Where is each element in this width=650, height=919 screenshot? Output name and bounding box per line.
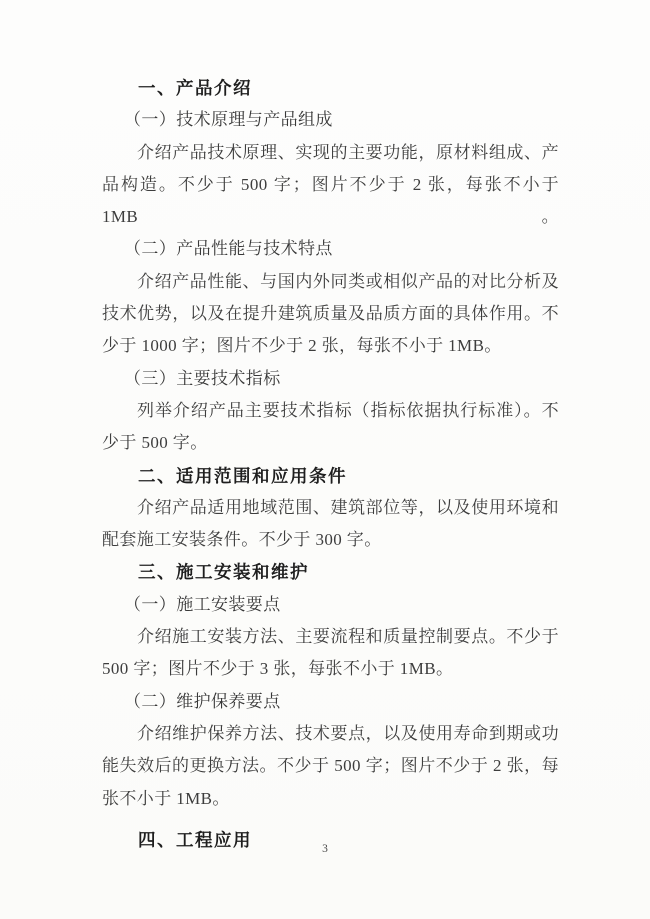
body-line: 配套施工安装条件。不少于 300 字。 — [102, 530, 382, 550]
document-body — [102, 72, 559, 856]
body-line: 500 字；图片不少于 3 张，每张不小于 1MB。 — [102, 659, 454, 679]
body-line: 少于 1000 字；图片不少于 2 张，每张不小于 1MB。 — [102, 336, 502, 356]
subsection-heading-1-1: （一）技术原理与产品组成 — [124, 110, 333, 130]
body-line: 介绍产品适用地域范围、建筑部位等，以及使用环境和 — [137, 497, 559, 517]
body-line: 介绍产品性能、与国内外同类或相似产品的对比分析及 — [137, 271, 559, 291]
section-heading-3: 三、施工安装和维护 — [138, 562, 309, 583]
section-heading-1: 一、产品介绍 — [138, 78, 252, 98]
body-line: 能失效后的更换方法。不少于 500 字；图片不少于 2 张，每 — [102, 756, 559, 776]
subsection-heading-1-3: （三）主要技术指标 — [124, 368, 281, 388]
body-line: 品构造。不少于 500 字；图片不少于 2 张，每张不小于 1MB。 — [102, 174, 559, 227]
body-line: 张不小于 1MB。 — [102, 788, 230, 808]
section-heading-2: 二、适用范围和应用条件 — [138, 465, 347, 486]
section-heading-4: 四、工程应用 — [138, 829, 252, 850]
body-line: 列举介绍产品主要技术指标（指标依据执行标准）。不 — [137, 400, 559, 420]
subsection-heading-3-1: （一）施工安装要点 — [124, 594, 281, 614]
subsection-heading-1-2: （二）产品性能与技术特点 — [124, 239, 333, 259]
body-line: 少于 500 字。 — [102, 433, 208, 453]
page-number: 3 — [322, 843, 328, 855]
body-line: 介绍产品技术原理、实现的主要功能，原材料组成、产 — [137, 142, 559, 162]
body-line: 技术优势，以及在提升建筑质量及品质方面的具体作用。不 — [102, 304, 559, 324]
body-line: 介绍施工安装方法、主要流程和质量控制要点。不少于 — [137, 627, 559, 647]
body-line: 介绍维护保养方法、技术要点，以及使用寿命到期或功 — [137, 723, 559, 743]
subsection-heading-3-2: （二）维护保养要点 — [124, 691, 281, 711]
